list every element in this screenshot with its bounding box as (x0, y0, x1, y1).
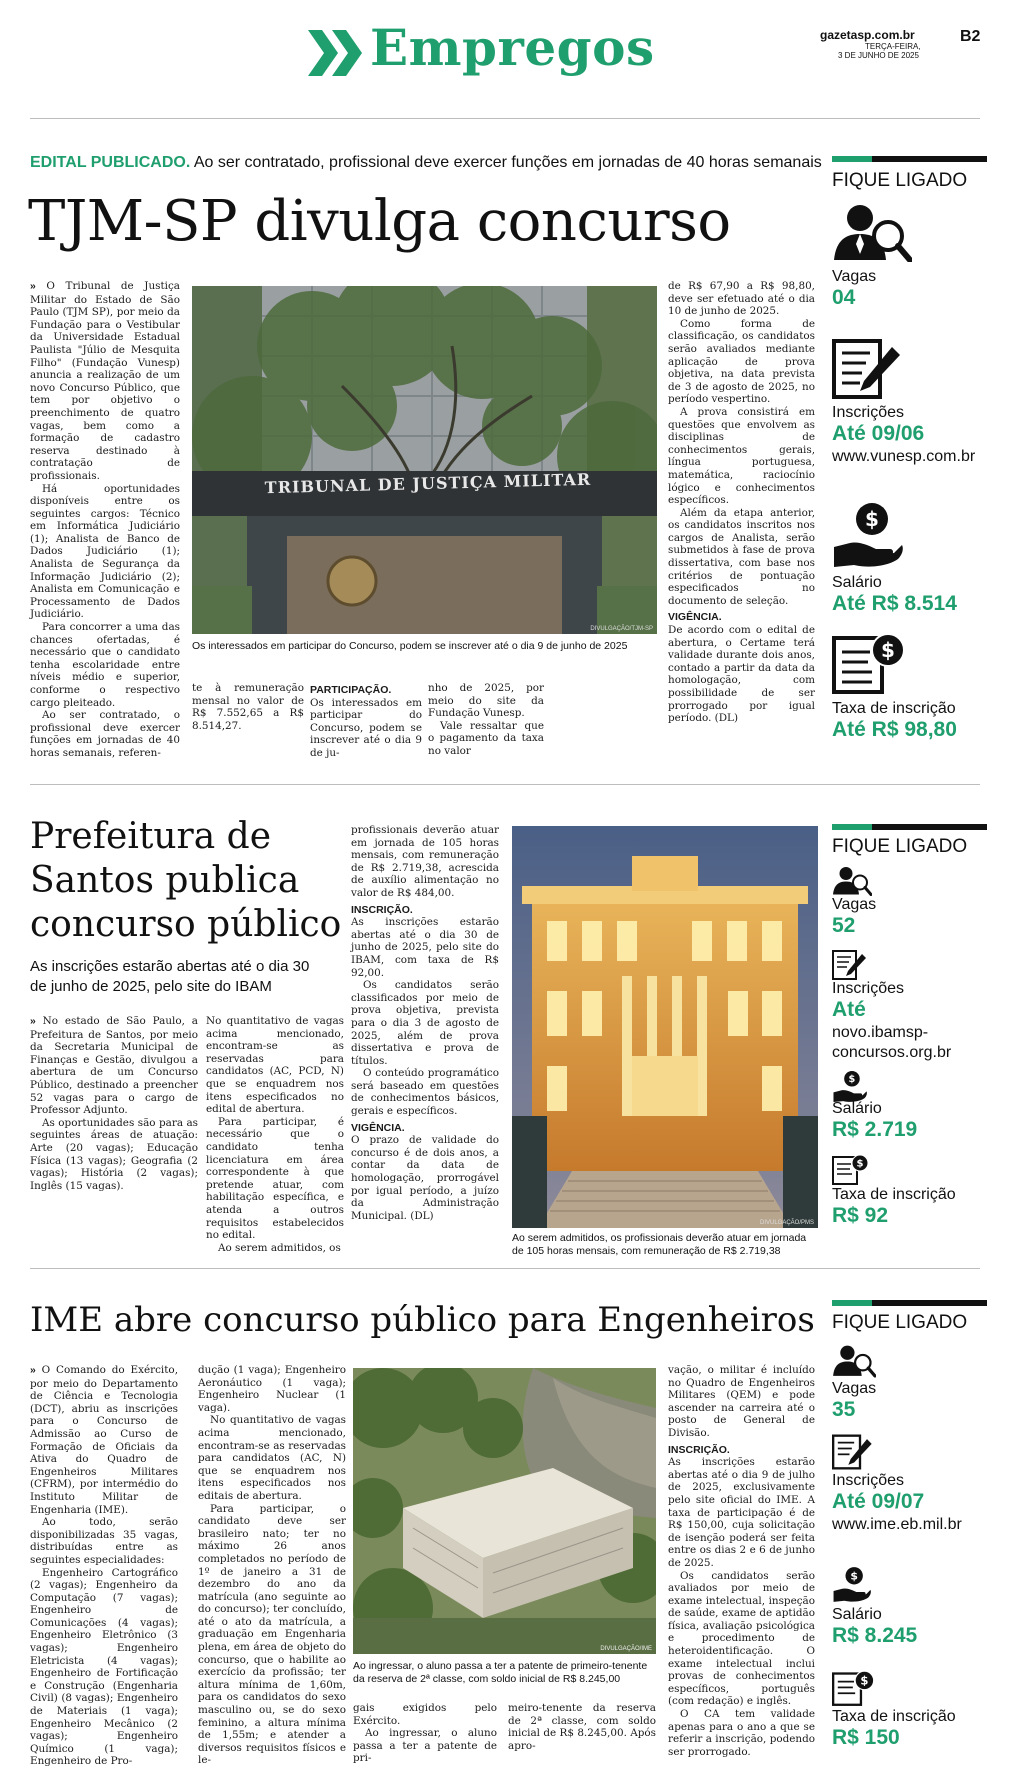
paragraph: Além da etapa anterior, os candidatos inscritos nos cargos de Analista, serão submetidos à fase de prova dissertativa, com base nos critérios de pontuação especificados no documento de seleção. (668, 506, 815, 607)
campus-illustration (353, 1368, 656, 1654)
paragraph: nho de 2025, por meio do site da Fundação Vunesp. (428, 682, 544, 720)
header-day: TERÇA-FEIRA, (865, 42, 921, 51)
bullet-chevron-icon: » (30, 1016, 36, 1027)
paragraph: Para participar, o candidato deve ser brasileiro nato; ter no máximo 26 anos completados no período de 1º de janeiro a 31 de dezembro do ano da matrícula (ano seguinte ao do concurso); ter concluído, até o ato da matrícula, a graduação em Engenharia plena, em área de objeto do concurso, que o habilite ao exercício da profissão; ter altura mínima de 1,60m, para os candidatos do sexo masculino ou, se do sexo feminino, a altura mínima de 1,55m; e atender a diversos requisitos físicos e le- (198, 1502, 346, 1767)
form-edit-icon (832, 339, 904, 399)
form-edit-icon (832, 1434, 874, 1470)
money-hand-icon (832, 501, 904, 571)
palace-illustration (512, 826, 818, 1228)
paragraph: Ao ingressar, o aluno passa a ter a patente de pri- (353, 1727, 497, 1765)
section-rule-1 (30, 784, 980, 785)
article1-col3 (310, 682, 422, 760)
article2-col2 (206, 1015, 344, 1254)
salario-label: Salário (832, 574, 882, 591)
paragraph: Ao serem admitidos, os (218, 1241, 341, 1254)
article3-col2 (198, 1364, 346, 1767)
paragraph: Há oportunidades disponíveis entre os seguintes cargos: Técnico em Informática Judiciário (1); Analista de Banco de Dados Judiciário (1); Analista de Segurança da Informação Judiciário (2); Analista em Comunicação e Processamento de Dados Judiciário. (30, 482, 180, 621)
paragraph: De acordo com o edital de abertura, o Certame terá validade durante dois anos, contado a partir da data da homologação, com possibilidade de ser prorrogado por igual período. (DL) (668, 624, 815, 725)
sidebar2 (832, 824, 987, 1244)
article1-col4 (428, 682, 544, 758)
fee-document-icon (832, 1154, 870, 1185)
vagas-label: Vagas (832, 896, 877, 913)
photo-credit: DIVULGAÇÃO/TJM-SP (590, 626, 653, 632)
inscricoes-link[interactable]: www.vunesp.com.br (832, 448, 976, 465)
salario-value: Até R$ 8.514 (832, 592, 957, 615)
article3-col5 (668, 1364, 815, 1758)
building-illustration (192, 286, 657, 634)
photo-credit: DIVULGAÇÃO/PMS (759, 1220, 814, 1226)
section-header (308, 18, 708, 86)
inscricoes-link[interactable]: novo.ibamsp- (832, 1024, 929, 1041)
fee-document-icon (832, 632, 908, 694)
paragraph: O Comando do Exército, por meio do Departamento de Ciência e Tecnologia (DCT), abriu as inscrições para o Concurso de Admissão ao Curso de Formação de Oficiais da Ativa do Quadro de Engenheiros Militares (CFRM), por intermédio do Instituto Militar de Engenharia (IME). (30, 1364, 178, 1516)
paragraph: O CA tem validade apenas para o ano a que se referir a inscrição, podendo ser prorrogado. (668, 1708, 815, 1758)
fee-document-icon (832, 1670, 876, 1706)
subhead: VIGÊNCIA. (668, 611, 722, 624)
sidebar-top-bar-accent (832, 824, 872, 830)
paragraph: Para participar, é necessário que o candidato tenha licenciatura em área correspondente à que pretende atuar, com habilitação específica, e atenda a outros requisitos estabelecidos no edital. (206, 1115, 344, 1242)
bullet-chevron-icon: » (30, 281, 36, 292)
article3-col3 (353, 1702, 497, 1765)
article3-headline: IME abre concurso público para Engenheiros (30, 1300, 815, 1340)
headline-line: concurso público (30, 904, 342, 945)
sidebar-title: FIQUE LIGADO (832, 170, 968, 191)
paragraph: meiro-tenente da reserva de 2ª classe, com soldo inicial de R$ 8.245,00. Após apro- (508, 1702, 656, 1752)
paragraph: Para concorrer a uma das chances ofertadas, é necessário que o candidato tenha escolaridade entre níveis médio e superior, conforme o respectivo cargo pleiteado. (30, 621, 180, 709)
article1-col1 (30, 280, 180, 760)
svg-text:$: $ (848, 1074, 856, 1086)
subhead: PARTICIPAÇÃO. (310, 684, 392, 696)
inscricoes-label: Inscrições (832, 980, 905, 997)
inscricoes-label: Inscrições (832, 1472, 905, 1489)
paragraph: profissionais deverão atuar em jornada de 105 horas mensais, com remuneração de R$ 2.719,38, acrescida de auxílio alimentação no valor de R$ 484,00. (351, 824, 499, 899)
article2-headline (30, 815, 341, 947)
photo-credit: DIVULGAÇÃO/IME (600, 1646, 652, 1652)
salario-label: Salário (832, 1606, 882, 1623)
paragraph: Ao todo, serão disponibilizadas 35 vagas, distribuídas entre as seguintes especialidades: (30, 1516, 178, 1566)
svg-text:$: $ (860, 1673, 869, 1688)
photo-sign-text: TRIBUNAL DE JUSTIÇA MILITAR (264, 469, 592, 498)
article2-caption: Ao serem admitidos, os profissionais deverão atuar em jornada de 105 horas mensais, com remuneração de R$ 2.719,38 (512, 1232, 807, 1257)
section-rule-2 (30, 1268, 980, 1269)
article1-photo (192, 286, 657, 634)
article1-col2 (192, 682, 304, 732)
article3-col4 (508, 1702, 656, 1752)
salario-value: R$ 8.245 (832, 1624, 918, 1647)
paragraph: te à remuneração mensal no valor de R$ 7.552,65 a R$ 8.514,27. (192, 682, 304, 732)
subhead: INSCRIÇÃO. (351, 903, 413, 916)
paragraph: de R$ 67,90 a R$ 98,80, deve ser efetuado até o dia 10 de junho de 2025. (668, 280, 815, 318)
subhead: VIGÊNCIA. (351, 1121, 405, 1134)
article1-col5 (668, 280, 815, 725)
inscricoes-value: Até 09/06 (832, 422, 925, 445)
paragraph: vação, o militar é incluído no Quadro de Engenheiros Militares (QEM) e pode ascender na carreira até o posto de General de Divisão. (668, 1364, 815, 1439)
taxa-label: Taxa de inscrição (832, 700, 956, 717)
svg-text:$: $ (850, 1569, 858, 1583)
taxa-label: Taxa de inscrição (832, 1708, 956, 1725)
sidebar1 (832, 156, 987, 741)
headline-line: Prefeitura de (30, 816, 271, 857)
svg-text:$: $ (856, 1158, 864, 1170)
salario-value: R$ 2.719 (832, 1118, 918, 1141)
taxa-label: Taxa de inscrição (832, 1186, 956, 1203)
sidebar-title: FIQUE LIGADO (832, 1312, 968, 1333)
sidebar-top-bar-accent (832, 1300, 872, 1306)
paragraph: Engenheiro Cartográfico (2 vagas); Engenheiro da Computação (7 vagas); Engenheiro de Comunicações (4 vagas); Engenheiro Eletrônico (3 vagas); Engenheiro Eletricista (4 vagas); Engenheiro de Fortificação e Construção (Engenharia Civil) (8 vagas); Engenheiro de Materiais (1 vaga); Engenheiro Mecânico (2 vagas); Engenheiro Químico (1 vaga); Engenheiro de Pro- (30, 1566, 178, 1768)
paragraph: No quantitativo de vagas acima mencionado, encontram-se as reservadas para candidatos (AC, PCD, N) que se enquadrem nos itens especificados no edital de abertura. (206, 1015, 344, 1116)
article2-col1 (30, 1015, 198, 1192)
paragraph: dução (1 vaga); Engenheiro Aeronáutico (1 vaga); Engenheiro Nuclear (1 vaga). (198, 1364, 346, 1414)
section-title: Empregos (370, 18, 655, 77)
headline-line: Santos publica (30, 860, 300, 901)
kicker-text: Ao ser contratado, profissional deve exercer funções em jornadas de 40 horas semanais (193, 154, 822, 171)
person-search-icon (832, 1344, 876, 1378)
person-search-icon (832, 204, 912, 262)
bullet-chevron-icon: » (30, 1365, 36, 1376)
vagas-value: 52 (832, 914, 856, 937)
article2-col3 (351, 824, 499, 1222)
paragraph: As oportunidades são para as seguintes áreas de atuação: Arte (20 vagas); Educação Física (13 vagas); Geografia (2 vagas); História (2 vagas); Inglês (15 vagas). (30, 1116, 198, 1192)
paragraph: Os candidatos serão classificados por meio de prova objetiva, prevista para o dia 3 de agosto de 2025, além de prova dissertativa e prova de títulos. (351, 979, 499, 1067)
svg-text:$: $ (865, 507, 879, 531)
person-search-icon (832, 866, 872, 896)
paragraph: Os candidatos serão avaliados por meio de exame intelectual, inspeção de saúde, exame de aptidão física, avaliação psicológica e procedimento de heteroidentificação. O exame intelectual inclui provas de conhecimentos específicos, português (com redação) e inglês. (668, 1569, 815, 1708)
paragraph: No estado de São Paulo, a Prefeitura de Santos, por meio da Secretaria Municipal de Finanças e Gestão, divulgou a abertura de um Concurso Público, destinado a preencher 52 vagas para o cargo de Professor Adjunto. (30, 1015, 198, 1117)
article2-deck: As inscrições estarão abertas até o dia 30 de junho de 2025, pelo site do IBAM (30, 958, 310, 995)
page-number: B2 (960, 28, 981, 45)
header-date: 3 DE JUNHO DE 2025 (838, 51, 919, 60)
article3-caption: Ao ingressar, o aluno passa a ter a patente de primeiro-tenente da reserva de 2ª classe, com soldo inicial de R$ 8.245,00 (353, 1660, 648, 1685)
taxa-value: R$ 92 (832, 1204, 889, 1227)
paragraph: As inscrições estarão abertas até o dia 30 de junho de 2025, pelo site do IBAM, com taxa de R$ 92,00. (351, 916, 499, 979)
article3-photo (353, 1368, 656, 1654)
form-edit-icon (832, 950, 868, 980)
article1-headline: TJM-SP divulga concurso (28, 189, 731, 254)
paragraph: O prazo de validade do concurso é de dois anos, a contar da data de homologação, prorrogável por igual período, a juízo da Administração Municipal. (DL) (351, 1134, 499, 1222)
salario-label: Salário (832, 1100, 882, 1117)
money-hand-icon (832, 1070, 868, 1104)
inscricoes-link[interactable]: www.ime.eb.mil.br (832, 1516, 962, 1533)
article2-photo (512, 826, 818, 1228)
paragraph: gais exigidos pelo Exército. (353, 1702, 497, 1727)
vagas-value: 04 (832, 286, 856, 309)
paragraph: As inscrições estarão abertas até o dia 9 de julho de 2025, exclusivamente pelo site oficial do IME. A taxa de participação é de R$ 150,00, cuja solicitação de isenção poderá ser feita entre os dias 2 e 6 de junho de 2025. (668, 1456, 815, 1569)
kicker-label: EDITAL PUBLICADO. (30, 154, 191, 171)
paragraph: Como forma de classificação, os candidatos serão avaliados mediante aplicação de prova objetiva, na data prevista de 3 de agosto de 2025, no período vespertino. (668, 317, 815, 406)
paragraph: Os interessados em participar do Concurso, podem se inscrever até o dia 9 de ju- (310, 696, 422, 759)
sidebar-title: FIQUE LIGADO (832, 836, 968, 857)
sidebar3 (832, 1300, 987, 1770)
inscricoes-link-2[interactable]: concursos.org.br (832, 1044, 952, 1061)
inscricoes-label: Inscrições (832, 404, 905, 421)
inscricoes-value: Até (832, 998, 866, 1021)
vagas-label: Vagas (832, 1380, 877, 1397)
article1-kicker (30, 154, 820, 172)
svg-text:$: $ (881, 638, 895, 662)
subhead: INSCRIÇÃO. (668, 1443, 730, 1456)
chevron-icon (308, 30, 366, 76)
inscricoes-value: Até 09/07 (832, 1490, 925, 1513)
paragraph: O conteúdo programático será baseado em questões de conhecimentos básicos, gerais e específicos. (351, 1067, 499, 1118)
header-rule (30, 118, 980, 119)
sidebar-top-bar-accent (832, 156, 872, 162)
article3-col1 (30, 1364, 178, 1768)
article1-caption: Os interessados em participar do Concurso, podem se inscrever até o dia 9 de junho de 2025 (192, 640, 628, 652)
site-url[interactable]: gazetasp.com.br (820, 28, 915, 42)
money-hand-icon (832, 1566, 872, 1604)
taxa-value: Até R$ 98,80 (832, 718, 957, 741)
paragraph: No quantitativo de vagas acima mencionado, encontram-se as reservadas para candidatos (AC, N) que se enquadrem nos itens especificados nos editais de abertura. (198, 1414, 346, 1502)
vagas-label: Vagas (832, 268, 877, 285)
taxa-value: R$ 150 (832, 1726, 900, 1749)
vagas-value: 35 (832, 1398, 856, 1421)
paragraph: A prova consistirá em questões que envolvem as disciplinas de conhecimentos gerais, língua portuguesa, matemática, raciocínio lógico e conhecimentos específicos. (668, 405, 815, 507)
paragraph: Ao ser contratado, o profissional deve exercer funções em jornadas de 40 horas semanais, referen- (30, 709, 180, 759)
paragraph: Vale ressaltar que o pagamento da taxa no valor (428, 719, 544, 757)
paragraph: O Tribunal de Justiça Militar do Estado de São Paulo (TJM SP), por meio da Fundação para o Vestibular da Universidade Estadual Paulista "Júlio de Mesquita Filho" (Fundação Vunesp) anuncia a realização de um novo Concurso Público, que tem por objetivo o preenchimento de quatro vagas, bem como a formação de cadastro reserva destinado à contratação de profissionais. (30, 280, 180, 482)
